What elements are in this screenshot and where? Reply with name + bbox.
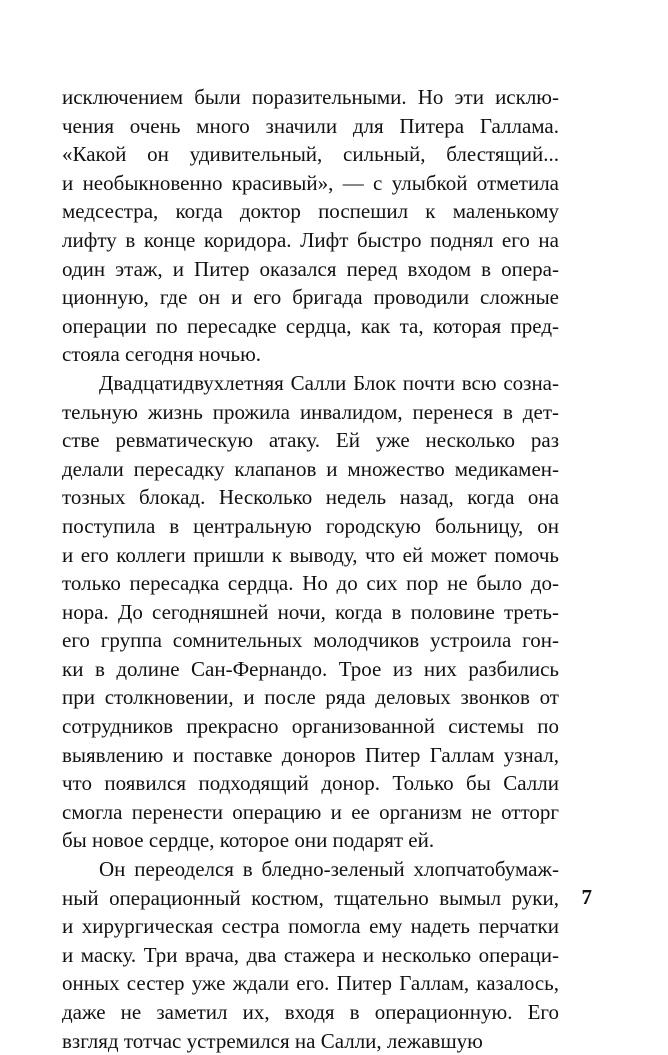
text-line: ки в долине Сан-Фернандо. Трое из них разбились	[62, 656, 559, 681]
text-line: онных сестер уже ждали его. Питер Галлам, казалось,	[62, 971, 559, 996]
text-line: взгляд тотчас устремился на Салли, лежавшую	[62, 1028, 483, 1053]
text-line: делали пересадку клапанов и множество медикамен-	[62, 456, 559, 481]
body-text	[62, 83, 559, 1055]
text-line: медсестра, когда доктор поспешил к маленькому	[62, 199, 559, 224]
text-line: сотрудников прекрасно организованной системы по	[62, 714, 559, 739]
text-line: нора. До сегодняшней ночи, когда в половине треть-	[62, 599, 559, 624]
paragraph-start-line: Двадцатидвухлетняя Салли Блок почти всю созна-	[99, 370, 559, 395]
text-line: даже не заметил их, входя в операционную. Его	[62, 1000, 559, 1024]
text-line: стве ревматическую атаку. Ей уже несколько раз	[62, 428, 559, 453]
text-line: и хирургическая сестра помогла ему надеть перчатки	[62, 914, 559, 939]
text-line: смогла перенести операцию и ее организм не отторг	[62, 799, 559, 824]
text-line: стояла сегодня ночью.	[62, 342, 262, 367]
text-line: ционную, где он и его бригада проводили сложные	[62, 285, 559, 310]
text-line: тозных блокад. Несколько недель назад, когда она	[62, 485, 559, 510]
text-line: «Какой он удивительный, сильный, блестящий...	[62, 142, 559, 167]
text-line: только пересадка сердца. Но до сих пор не было до-	[62, 571, 559, 596]
text-line: что появился подходящий донор. Только бы Салли	[62, 771, 559, 796]
text-line: при столкновении, и после ряда деловых звонков от	[62, 685, 559, 710]
text-line: лифту в конце коридора. Лифт быстро поднял его на	[62, 227, 559, 252]
page-number: 7	[581, 885, 592, 909]
text-line: ный операционный костюм, тщательно вымыл руки,	[62, 885, 559, 910]
text-line: один этаж, и Питер оказался перед входом в опера-	[62, 256, 559, 281]
text-line: тельную жизнь прожила инвалидом, перенеся в дет-	[62, 399, 559, 424]
text-line: и его коллеги пришли к выводу, что ей может помочь	[62, 542, 559, 567]
text-line: и необыкновенно красивый», — с улыбкой отметила	[62, 170, 559, 195]
text-line: и маску. Три врача, два стажера и несколько операци-	[62, 942, 559, 967]
text-line: его группа сомнительных молодчиков устроила гон-	[62, 628, 559, 653]
text-line: операции по пересадке сердца, как та, которая пред-	[62, 313, 559, 338]
text-line: чения очень много значили для Питера Галлама.	[62, 113, 559, 138]
paragraph-start-line: Он переоделся в бледно-зеленый хлопчатобумаж-	[99, 857, 559, 882]
text-line: исключением были поразительными. Но эти исклю-	[62, 85, 559, 109]
text-line: бы новое сердце, которое они подарят ей.	[62, 828, 435, 853]
text-line: поступила в центральную городскую больницу, он	[62, 513, 559, 538]
text-line: выявлению и поставке доноров Питер Галлам узнал,	[62, 742, 559, 767]
